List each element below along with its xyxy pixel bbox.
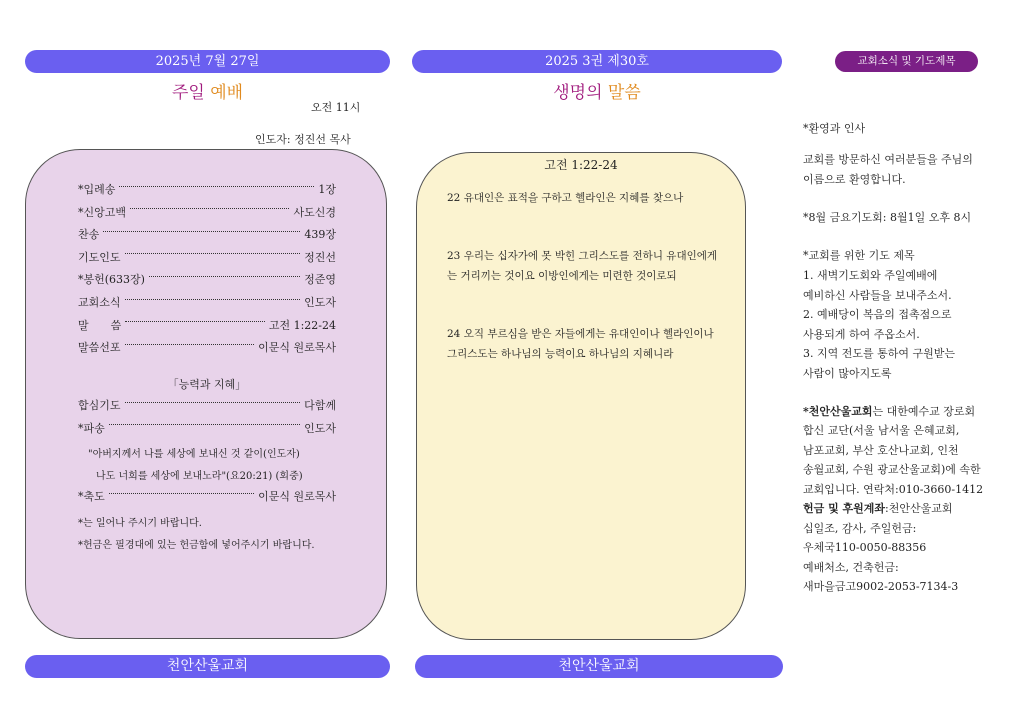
prayer-line2: 예비하신 사람들을 보내주소서.: [803, 289, 952, 302]
account-bold: 헌금 및 후원계좌: [803, 502, 886, 515]
church-line0-rest: 는 대한예수교 장로회: [872, 405, 976, 418]
service-time: 오전 11시: [311, 101, 361, 114]
order-item-value: 사도신경: [293, 205, 336, 219]
church-name-bold: *천안산울교회: [803, 405, 873, 418]
scripture-panel: [416, 152, 746, 640]
word-title-part1: 생명의: [553, 83, 608, 103]
order-item-value: 이문식 원로목사: [258, 341, 336, 355]
dot-leader: [103, 231, 300, 232]
order-row: [78, 317, 336, 333]
news-badge: 교회소식 및 기도제목: [835, 51, 978, 72]
order-item-value: 인도자: [304, 296, 336, 309]
order-row: [78, 420, 336, 436]
welcome-line2: 이름으로 환영합니다.: [803, 173, 906, 186]
order-item-value: 인도자: [304, 421, 336, 435]
order-row: [78, 271, 336, 287]
order-row: [78, 294, 336, 310]
service-leader: 인도자: 정진선 목사: [255, 133, 351, 146]
order-item-name: 말 씀: [78, 318, 122, 332]
order-of-worship-panel: [25, 149, 387, 639]
prayer-line3: 2. 예배당이 복음의 접촉점으로: [803, 308, 952, 321]
order-item-name: 합심기도: [78, 399, 121, 412]
word-title: [412, 78, 782, 103]
order-row: [78, 226, 336, 242]
date-banner: 2025년 7월 27일: [25, 50, 390, 73]
left-footer-banner: 천안산울교회: [25, 655, 390, 678]
account-line0: [803, 499, 953, 519]
church-line2: 합신 교단(서울 남서울 은혜교회,: [803, 424, 960, 437]
welcome-head: *환영과 인사: [803, 122, 866, 135]
order-item-name: 교회소식: [78, 296, 121, 309]
order-item-value: 이문식 원로목사: [258, 490, 336, 503]
scripture-reference: 고전 1:22-24: [544, 158, 618, 172]
sermon-title: 「능력과 지혜」: [167, 378, 247, 391]
order-row: [78, 249, 336, 265]
offering-note: *헌금은 필경대에 있는 헌금함에 넣어주시기 바랍니다.: [78, 540, 315, 551]
order-row: [78, 181, 336, 197]
church-line3: 남포교회, 부산 호산나교회, 인천: [803, 444, 959, 457]
order-item-name: 기도인도: [78, 250, 121, 264]
order-item-value: 정준영: [304, 273, 336, 287]
dot-leader: [130, 208, 289, 209]
church-line5: 교회입니다. 연락처:010-3660-1412: [803, 483, 984, 496]
welcome-line1: 교회를 방문하신 여러분들을 주님의: [803, 153, 973, 166]
order-item-name: *신앙고백: [78, 205, 127, 219]
account-line3: 우체국110-0050-88356: [803, 541, 927, 554]
dot-leader: [125, 321, 265, 322]
account-line0-rest: :천안산울교회: [885, 502, 953, 515]
prayer-head: *교회를 위한 기도 제목: [803, 249, 915, 262]
order-item-name: 말씀선포: [78, 341, 121, 355]
order-row: [78, 204, 336, 220]
service-title-part2: 예배: [210, 83, 244, 103]
order-row: [78, 339, 336, 355]
order-item-value: 439장: [304, 228, 336, 242]
church-line0: [803, 402, 975, 422]
order-row: [78, 397, 336, 413]
dot-leader: [125, 344, 255, 345]
sending-verse-line1: "아버지께서 나를 세상에 보내신 것 같이(인도자): [88, 449, 300, 460]
standing-note: *는 일어나 주시기 바랍니다.: [78, 518, 202, 529]
middle-footer-banner: 천안산울교회: [415, 655, 783, 678]
order-item-value: 1장: [318, 183, 336, 196]
dot-leader: [119, 186, 314, 187]
prayer-line4: 사용되게 하여 주옵소서.: [803, 328, 920, 341]
dot-leader: [109, 424, 300, 425]
order-item-name: *입례송: [78, 183, 116, 196]
dot-leader: [109, 493, 254, 494]
dot-leader: [149, 276, 300, 277]
prayer-line6: 사람이 많아지도록: [803, 367, 892, 380]
order-item-value: 고전 1:22-24: [268, 318, 336, 332]
dot-leader: [125, 402, 301, 403]
account-line4: 예배처소, 건축헌금:: [803, 561, 899, 574]
order-row: [78, 488, 336, 504]
order-item-value: 다함께: [304, 399, 336, 412]
dot-leader: [125, 253, 301, 254]
verse-23: 23 우리는 십자가에 못 박힌 그리스도를 전하니 유대인에게는 거리끼는 것이요 이방인에게는 미련한 것이로되: [447, 250, 718, 282]
dot-leader: [125, 299, 301, 300]
account-line5: 새마을금고9002-2053-7134-3: [803, 580, 959, 593]
verse-24: 24 오직 부르심을 받은 자들에게는 유대인이나 헬라인이나 그리스도는 하나님의 능력이요 하나님의 지혜니라: [447, 328, 714, 360]
prayer-line1: 1. 새벽기도회와 주일예배에: [803, 269, 938, 282]
sending-verse-line2: 나도 너희를 세상에 보내노라"(요20:21) (회중): [96, 471, 303, 482]
order-item-name: *축도: [78, 490, 105, 503]
order-item-name: 찬송: [78, 228, 100, 242]
order-item-name: *파송: [78, 421, 105, 435]
church-line4: 송월교회, 수원 광교산울교회)에 속한: [803, 463, 981, 476]
word-title-part2: 말씀: [607, 83, 641, 103]
prayer-line5: 3. 지역 전도를 통하여 구원받는: [803, 347, 955, 360]
friday-prayer: *8월 금요기도회: 8월1일 오후 8시: [803, 211, 972, 224]
order-item-name: *봉헌(633장): [78, 273, 145, 287]
issue-banner: 2025 3권 제30호: [412, 50, 782, 73]
account-line2: 십일조, 감사, 주일헌금:: [803, 522, 917, 535]
order-item-value: 정진선: [304, 250, 336, 264]
verse-22: 22 유대인은 표적을 구하고 헬라인은 지혜를 찾으나: [447, 192, 684, 204]
service-title-part1: 주일: [171, 83, 211, 103]
